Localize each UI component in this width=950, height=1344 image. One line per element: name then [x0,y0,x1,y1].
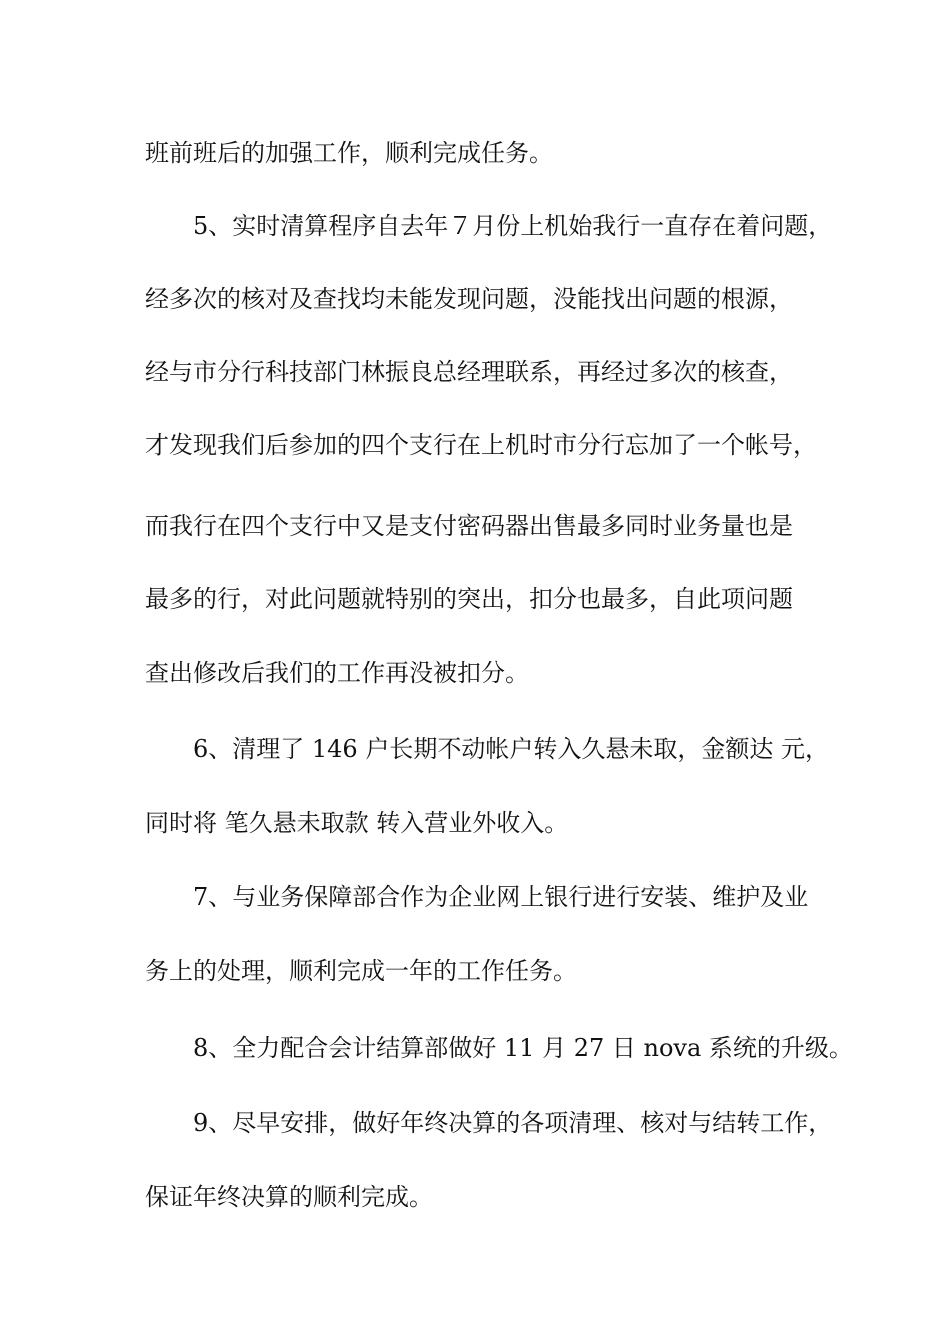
paragraph-line: 才发现我们后参加的四个支行在上机时市分行忘加了一个帐号， [145,431,817,459]
paragraph-line: 8、全力配合会计结算部做好 11 月 27 日 nova 系统的升级。 [193,1034,853,1062]
paragraph-line: 7、与业务保障部合作为企业网上银行进行安装、维护及业 [193,883,809,911]
paragraph-line: 保证年终决算的顺利完成。 [145,1183,433,1211]
paragraph-line: 9、尽早安排，做好年终决算的各项清理、核对与结转工作， [193,1109,833,1137]
paragraph-line: 班前班后的加强工作，顺利完成任务。 [145,139,553,167]
paragraph-line: 经多次的核对及查找均未能发现问题，没能找出问题的根源， [145,285,793,313]
paragraph-line: 6、清理了 146 户长期不动帐户转入久悬未取，金额达 元， [193,735,829,763]
paragraph-line: 经与市分行科技部门林振良总经理联系，再经过多次的核查， [145,358,793,386]
paragraph-line: 而我行在四个支行中又是支付密码器出售最多同时业务量也是 [145,512,793,540]
paragraph-line: 查出修改后我们的工作再没被扣分。 [145,659,529,687]
paragraph-line: 最多的行，对此问题就特别的突出，扣分也最多，自此项问题 [145,585,793,613]
paragraph-line: 同时将 笔久悬未取款 转入营业外收入。 [145,809,569,837]
paragraph-line: 5、实时清算程序自去年７月份上机始我行一直存在着问题， [193,212,833,240]
paragraph-line: 务上的处理，顺利完成一年的工作任务。 [145,957,577,985]
